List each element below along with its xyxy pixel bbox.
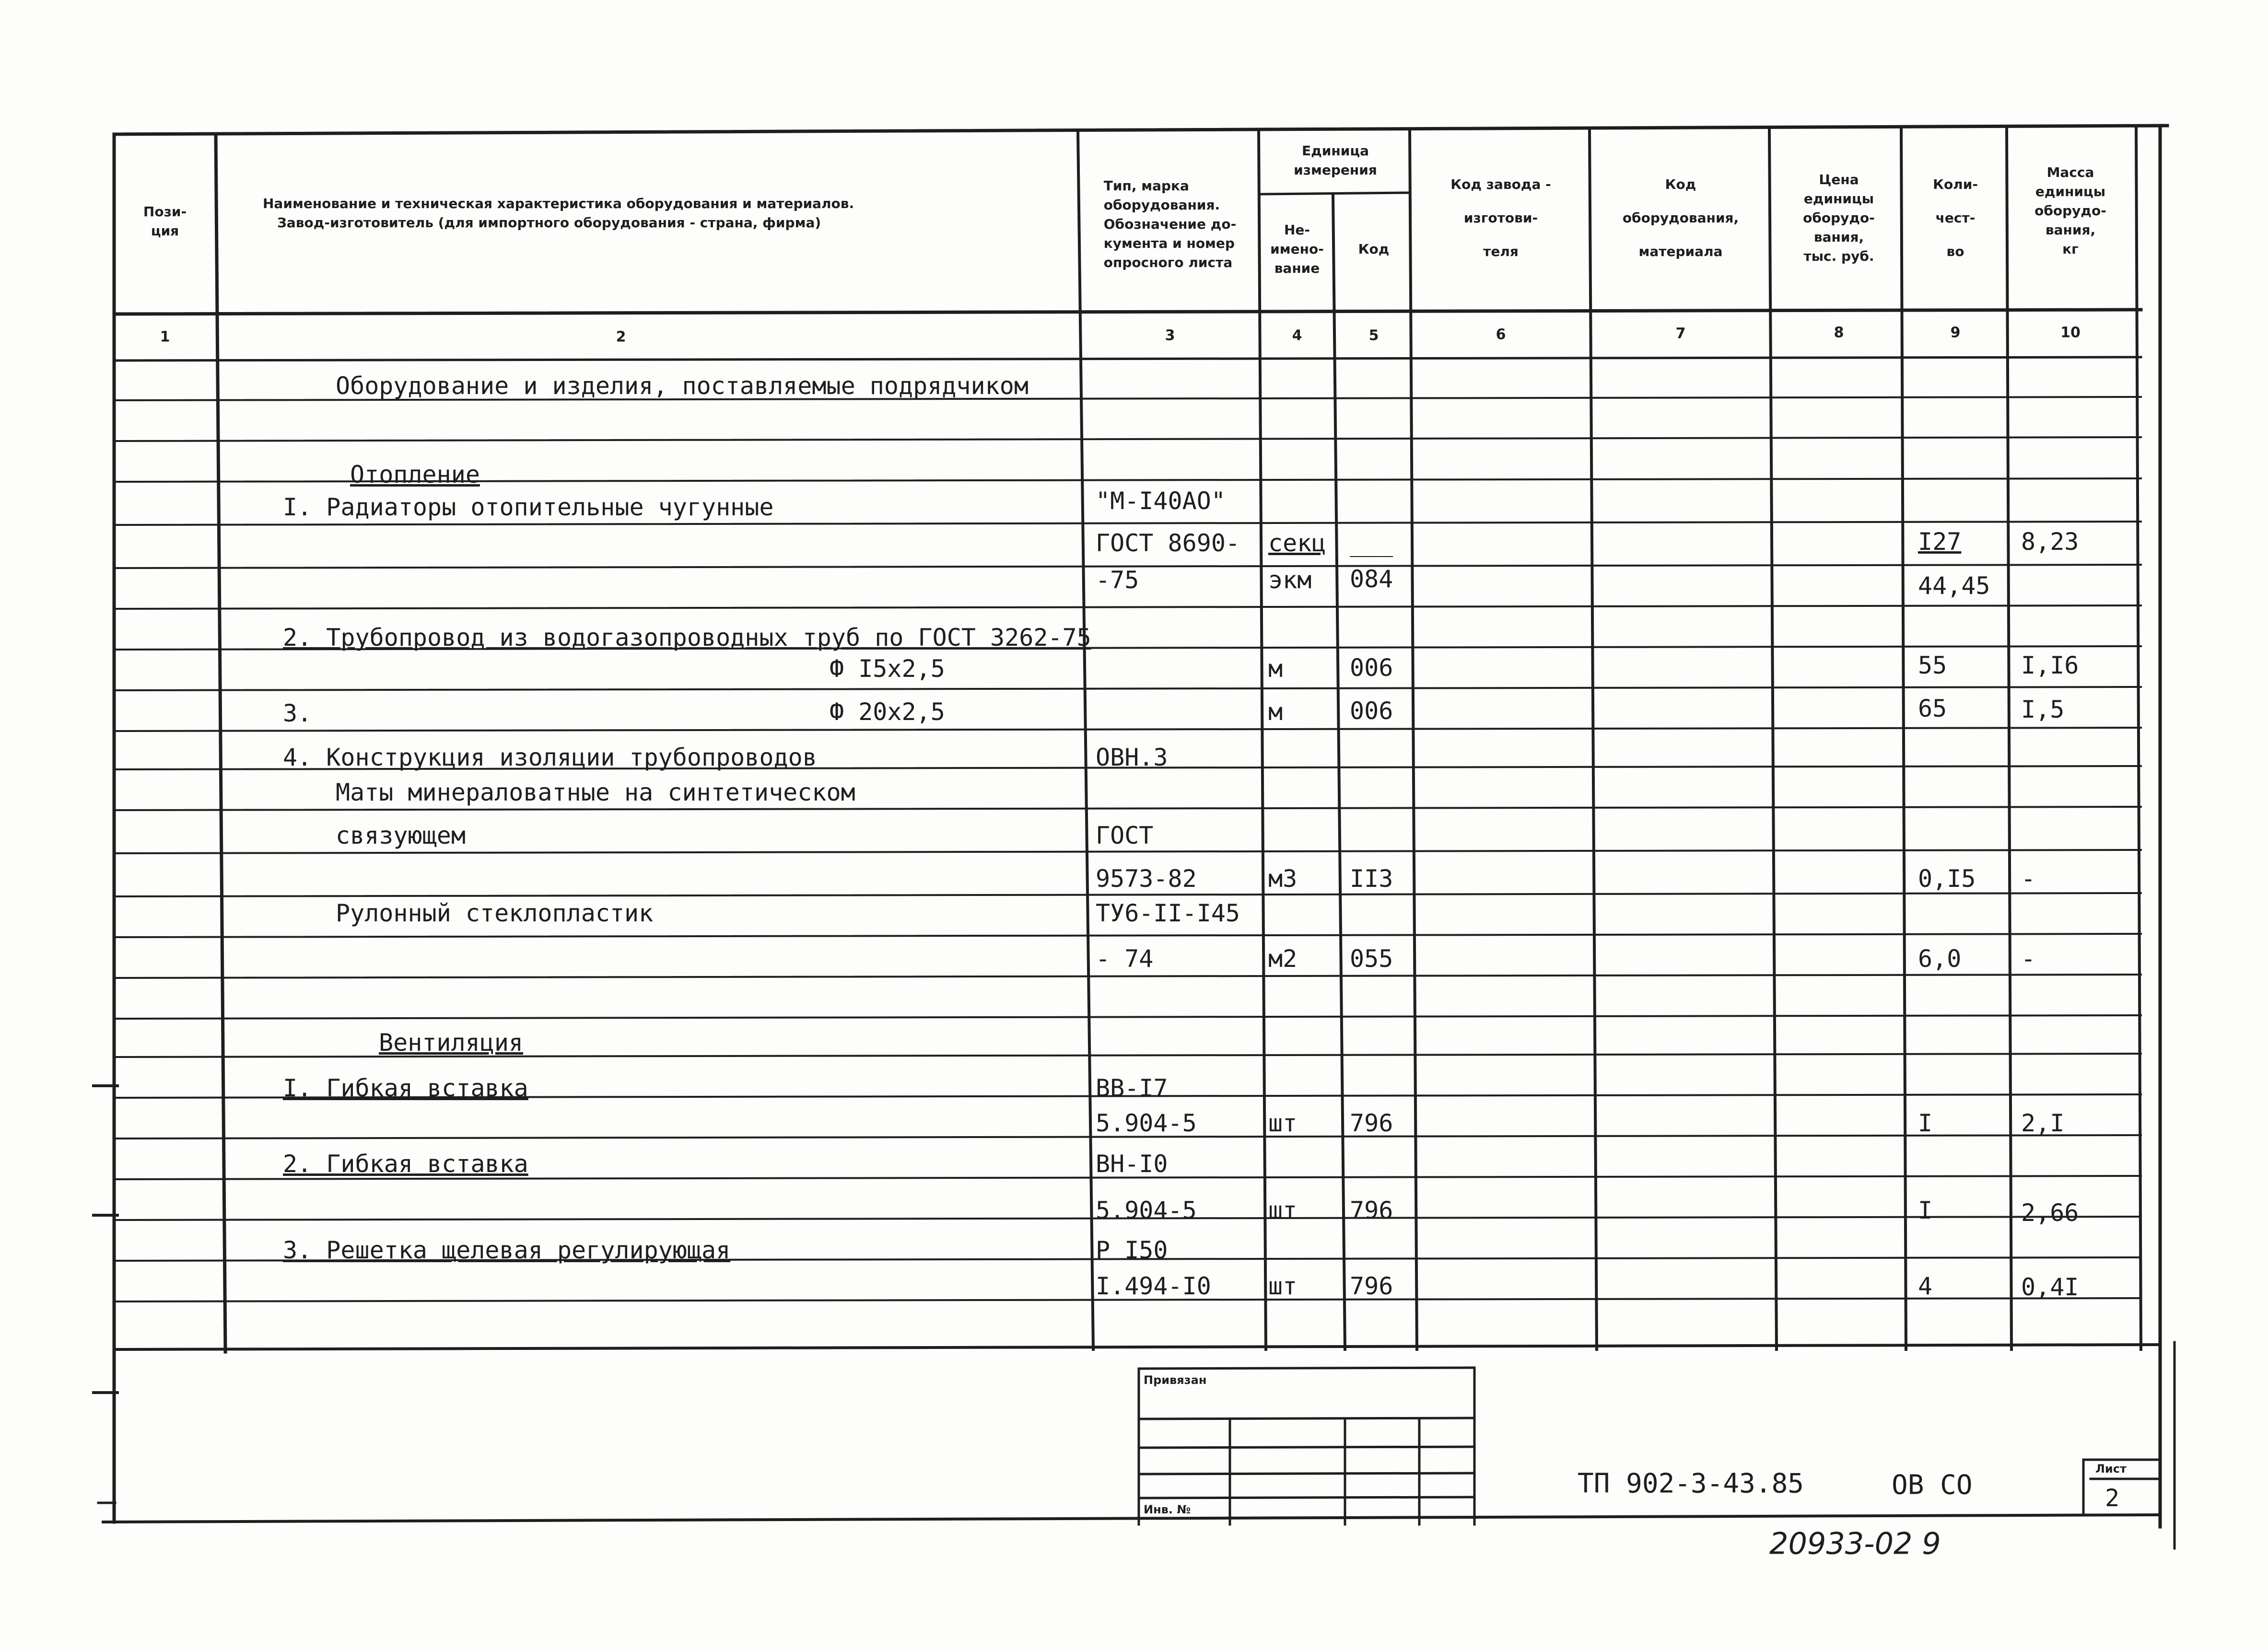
item-type: ГОСТ 8690-: [1096, 529, 1240, 557]
item-unit-code: 006: [1350, 697, 1393, 725]
item-unit-code: 084: [1350, 565, 1393, 593]
handwritten-inventory-number: 20933-02 9: [1769, 1526, 1941, 1561]
item-type: Р I50: [1096, 1236, 1168, 1264]
header-type: Тип, марка оборудования. Обозначение до- кумента и номер опросного листа: [1103, 178, 1237, 270]
item-mass: I,5: [2021, 696, 2065, 723]
item-unit-code: 055: [1350, 945, 1393, 973]
header-price: Цена единицы оборудо- вания, тыс. руб.: [1803, 172, 1875, 264]
column-number: 1: [160, 328, 170, 346]
item-type: I.494-I0: [1096, 1272, 1211, 1300]
item-unit-code: 796: [1350, 1109, 1393, 1137]
item-name: 2. Трубопровод из водогазопроводных труб по ГОСТ 3262-75: [283, 624, 1091, 651]
stamp-bound-label: Привязан: [1144, 1373, 1207, 1387]
stamp-inventory-label: Инв. №: [1144, 1503, 1191, 1516]
item-type: - 74: [1096, 945, 1154, 973]
header-unit: Единица измерения: [1294, 143, 1377, 178]
item-type: ВВ-I7: [1096, 1074, 1168, 1102]
column-number: 9: [1950, 324, 1961, 341]
item-type: ОВН.3: [1096, 744, 1168, 771]
item-quantity: I27: [1918, 528, 1962, 556]
item-unit: м: [1268, 655, 1283, 683]
item-quantity: 6,0: [1918, 945, 1962, 973]
item-name: Рулонный стеклопластик: [336, 899, 654, 927]
column-number: 2: [616, 328, 626, 346]
header-unit-code: Код: [1358, 241, 1390, 257]
item-unit-code: ___: [1350, 529, 1393, 557]
sheet-number: 2: [2105, 1484, 2120, 1512]
item-type: ГОСТ: [1096, 822, 1154, 849]
header-mass: Масса единицы оборудо- вания, кг: [2034, 164, 2106, 257]
item-unit: шт: [1268, 1272, 1298, 1300]
header-position: Пози- ция: [143, 204, 187, 239]
column-number: 4: [1292, 327, 1302, 344]
subsection-ventilation: Вентиляция: [379, 1029, 524, 1057]
column-number: 10: [2060, 324, 2081, 341]
item-unit-code: 796: [1350, 1272, 1393, 1300]
item-quantity: I: [1918, 1109, 1933, 1137]
item-quantity: 4: [1918, 1272, 1933, 1300]
item-mass: 2,I: [2021, 1109, 2065, 1137]
item-unit: м2: [1268, 945, 1298, 973]
item-mass: 2,66: [2021, 1199, 2079, 1227]
column-number: 7: [1675, 325, 1686, 342]
document-suffix: ОВ СО: [1892, 1469, 1973, 1501]
item-unit: экм: [1268, 566, 1312, 594]
item-mass: -: [2021, 945, 2036, 973]
item-quantity: 55: [1918, 651, 1947, 679]
column-number: 8: [1834, 324, 1844, 341]
item-name: Маты минераловатные на синтетическом: [336, 779, 855, 806]
header-plant-code: Код завода - изготови- теля: [1450, 176, 1551, 259]
item-unit: м3: [1268, 865, 1298, 893]
item-unit-code: 796: [1350, 1197, 1393, 1224]
header-unit-name: Не- имено- вание: [1270, 222, 1324, 276]
item-unit-code: 006: [1350, 654, 1393, 682]
item-name: I. Гибкая вставка: [283, 1074, 528, 1102]
item-type: 9573-82: [1096, 865, 1197, 893]
item-quantity: I: [1918, 1197, 1933, 1224]
item-unit: шт: [1268, 1109, 1298, 1137]
item-type: ВН-I0: [1096, 1150, 1168, 1178]
header-equipment-code: Код оборудования, материала: [1622, 176, 1739, 259]
item-name: 4. Конструкция изоляции трубопроводов: [283, 744, 817, 771]
item-name: 2. Гибкая вставка: [283, 1150, 528, 1178]
item-name-spec: Ф 20х2,5: [830, 698, 945, 726]
header-quantity: Коли- чест- во: [1933, 176, 1978, 259]
item-mass: I,I6: [2021, 651, 2079, 679]
item-unit: м: [1268, 698, 1283, 726]
item-quantity: 44,45: [1918, 572, 1990, 600]
item-quantity: 65: [1918, 695, 1947, 722]
item-name: связующем: [336, 822, 466, 849]
item-type: 5.904-5: [1096, 1109, 1197, 1137]
item-unit-code: II3: [1350, 865, 1393, 893]
item-name: 3. Решетка щелевая регулирующая: [283, 1236, 731, 1264]
item-name: I. Радиаторы отопительные чугунные: [283, 493, 774, 521]
subsection-heating: Отопление: [350, 461, 480, 488]
header-name: Наименование и техническая характеристика оборудования и материалов. Завод-изготовитель (для импортного оборудования - страна, фирма): [263, 196, 854, 231]
item-type: -75: [1096, 566, 1139, 594]
item-name: 3.: [283, 699, 312, 727]
item-unit: шт: [1268, 1197, 1298, 1224]
item-type: 5.904-5: [1096, 1197, 1197, 1224]
item-type: ТУ6-II-I45: [1096, 899, 1240, 927]
item-quantity: 0,I5: [1918, 865, 1976, 893]
item-name-spec: Ф I5х2,5: [830, 655, 945, 683]
item-type: "М-I40АО": [1096, 487, 1226, 515]
document-code: ТП 902-3-43.85: [1578, 1468, 1804, 1499]
sheet-label: Лист: [2095, 1462, 2127, 1476]
section-title: Оборудование и изделия, поставляемые подрядчиком: [336, 372, 1029, 400]
column-number: 3: [1165, 327, 1175, 344]
item-mass: 8,23: [2021, 528, 2079, 556]
item-mass: 0,4I: [2021, 1273, 2079, 1301]
column-number: 5: [1368, 327, 1379, 344]
item-unit: секц: [1268, 529, 1326, 557]
item-mass: -: [2021, 865, 2036, 893]
column-number: 6: [1496, 326, 1506, 343]
